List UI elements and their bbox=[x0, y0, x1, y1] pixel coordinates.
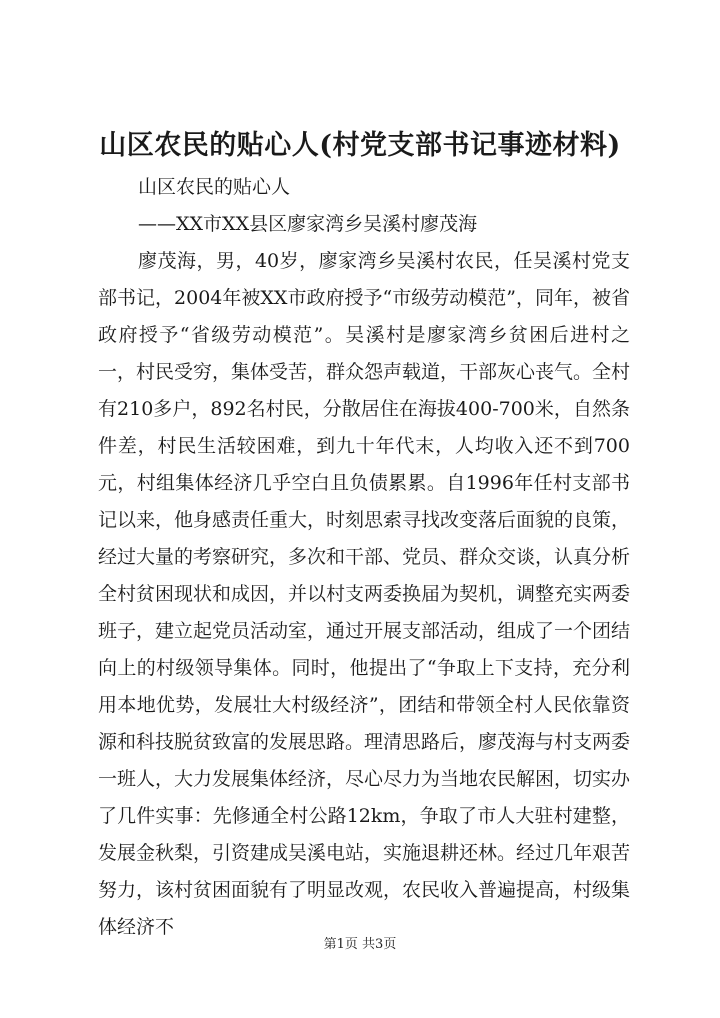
document-title: 山区农民的贴心人(村党支部书记事迹材料) bbox=[99, 130, 621, 161]
body-paragraph: 廖茂海，男，40岁，廖家湾乡吴溪村农民，任吴溪村党支部书记，2004年被XX市政府授予“市级劳动模范”，同年，被省政府授予“省级劳动模范”。吴溪村是廖家湾乡贫困后进村之一，村民受穷，集体受苦，群众怨声载道，干部灰心丧气。全村有210多户，892名村民，分散居住在海拔400-700米，自然条件差，村民生活较困难，到九十年代末，人均收入还不到700元，村组集体经济几乎空白且负债累累。自1996年任村支部书记以来，他身感责任重大，时刻思索寻找改变落后面貌的良策，经过大量的考察研究，多次和干部、党员、群众交谈，认真分析全村贫困现状和成因，并以村支两委换届为契机，调整充实两委班子，建立起党员活动室，通过开展支部活动，组成了一个团结向上的村级领导集体。同时，他提出了“争取上下支持，充分利用本地优势，发展壮大村级经济”，团结和带领全村人民依靠资源和科技脱贫致富的发展思路。理清思路后，廖茂海与村支两委一班人，大力发展集体经济，尽心尽力为当地农民解困，切实办了几件实事：先修通全村公路12km，争取了市人大驻村建整，发展金秋梨，引资建成吴溪电站，实施退耕还林。经过几年艰苦努力，该村贫困面貌有了明显改观，农民收入普遍提高，村级集体经济不 bbox=[98, 250, 631, 938]
page-number: 第1页 共3页 bbox=[323, 937, 397, 952]
document-byline: ——XX市XX县区廖家湾乡吴溪村廖茂海 bbox=[138, 213, 478, 235]
document-subtitle: 山区农民的贴心人 bbox=[138, 176, 291, 198]
